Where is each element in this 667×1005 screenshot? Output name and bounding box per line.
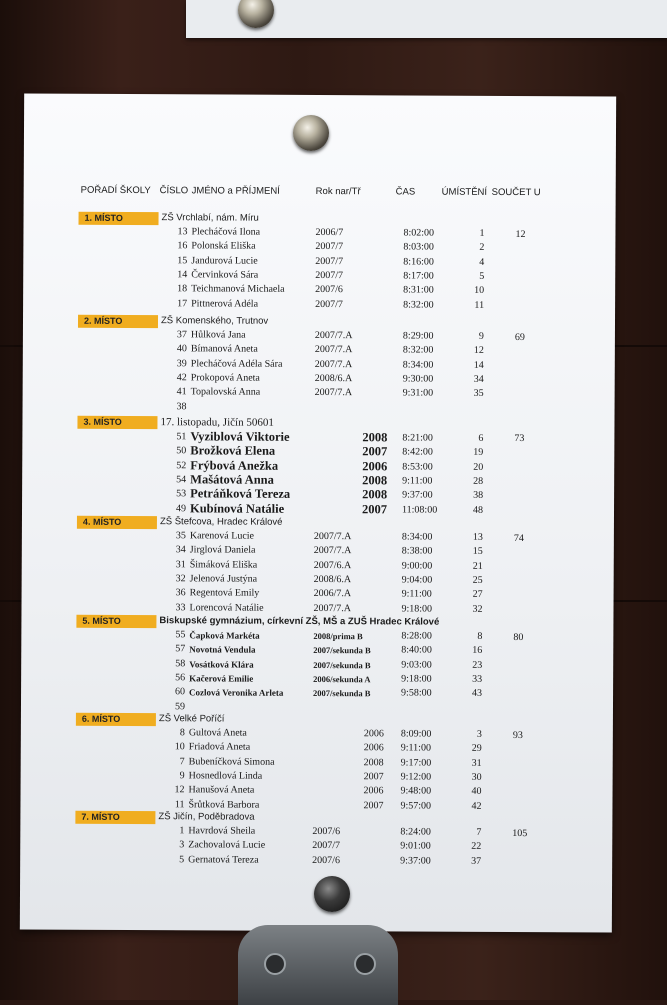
finish-time: 9:03:00 <box>401 659 432 671</box>
group-sum: 74 <box>514 533 524 545</box>
school-name: ZŠ Komenského, Trutnov <box>161 315 268 328</box>
birth-year-class: 2007/sekunda B <box>313 659 370 671</box>
birth-year-class: 2007/6.A <box>314 560 352 572</box>
birth-year-class: 2007/sekunda B <box>313 644 370 656</box>
finish-time: 9:58:00 <box>401 688 432 700</box>
place-badge: 5. MÍSTO <box>76 615 156 628</box>
header-umisteni: ÚMÍSTĚNÍ <box>442 187 487 199</box>
athlete-name: Pittnerová Adéla <box>191 298 258 310</box>
placement: 29 <box>464 743 482 755</box>
start-number: 18 <box>169 283 187 295</box>
athlete-name: Hanušová Aneta <box>189 785 255 797</box>
start-number: 11 <box>166 799 184 811</box>
school-name: Biskupské gymnázium, církevní ZŠ, MŠ a ZUŠ Hradec Králové <box>159 615 439 628</box>
birth-year-class: 2007 <box>364 771 384 783</box>
athlete-name: Polonská Eliška <box>191 241 255 253</box>
finish-time: 9:18:00 <box>401 673 432 685</box>
school-name: ZŠ Štefcova, Hradec Králové <box>160 516 283 529</box>
athlete-name: Prokopová Aneta <box>191 372 260 384</box>
finish-time: 9:37:00 <box>400 855 431 867</box>
start-number: 31 <box>168 559 186 571</box>
place-badge: 3. MÍSTO <box>77 416 157 429</box>
finish-time: 8:09:00 <box>401 728 432 740</box>
start-number: 60 <box>167 686 185 698</box>
birth-year-class: 2007/7.A <box>313 602 351 614</box>
start-number: 33 <box>167 602 185 614</box>
start-number: 50 <box>168 446 186 458</box>
birth-year-class: 2008/6.A <box>314 574 352 586</box>
athlete-name: Hůlková Jana <box>191 329 246 341</box>
header-poradi: POŘADÍ ŠKOLY <box>81 185 151 197</box>
placement: 25 <box>465 575 483 587</box>
placement: 13 <box>465 532 483 544</box>
finish-time: 9:37:00 <box>402 490 433 502</box>
birth-year-class: 2007 <box>362 446 387 458</box>
header-cas: ČAS <box>396 186 416 198</box>
athlete-name: Hosnedlová Linda <box>189 770 263 782</box>
start-number: 51 <box>168 431 186 443</box>
athlete-name: Frýbová Anežka <box>190 459 278 471</box>
birth-year-class: 2007/6 <box>312 855 340 867</box>
placement: 37 <box>463 855 481 867</box>
athlete-name: Havrdová Sheila <box>188 825 255 837</box>
birth-year-class: 2007/7.A <box>314 545 352 557</box>
athlete-name: Regentová Emily <box>190 588 260 600</box>
placement: 4 <box>466 256 484 268</box>
header-cislo: ČÍSLO <box>160 185 189 197</box>
placement: 14 <box>466 359 484 371</box>
finish-time: 8:31:00 <box>403 285 434 297</box>
start-number: 35 <box>168 530 186 542</box>
placement: 43 <box>464 688 482 700</box>
school-name: 17. listopadu, Jičín 50601 <box>160 416 273 429</box>
place-badge: 6. MÍSTO <box>76 713 156 726</box>
birth-year-class: 2007/7.A <box>315 387 353 399</box>
birth-year-class: 2007 <box>362 503 387 515</box>
finish-time: 8:02:00 <box>403 227 434 239</box>
start-number: 1 <box>166 825 184 837</box>
finish-time: 9:17:00 <box>401 757 432 769</box>
finish-time: 8:42:00 <box>402 447 433 459</box>
finish-time: 8:21:00 <box>402 432 433 444</box>
finish-time: 8:53:00 <box>402 461 433 473</box>
finish-time: 9:31:00 <box>403 388 434 400</box>
placement: 7 <box>463 827 481 839</box>
start-number: 39 <box>169 358 187 370</box>
birth-year-class: 2007/7.A <box>315 359 353 371</box>
header-rok: Rok nar/Tř <box>316 186 361 198</box>
start-number: 59 <box>167 701 185 713</box>
athlete-name: Petráňková Tereza <box>190 488 290 501</box>
placement: 31 <box>464 757 482 769</box>
birth-year-class: 2007/7.A <box>314 531 352 543</box>
finish-time: 11:08:00 <box>402 504 437 516</box>
athlete-name: Červinková Sára <box>191 269 258 281</box>
group-sum: 105 <box>512 828 527 840</box>
birth-year-class: 2008 <box>362 474 387 486</box>
placement: 22 <box>463 841 481 853</box>
start-number: 52 <box>168 460 186 472</box>
door-handle-bracket <box>238 925 398 1005</box>
birth-year-class: 2008 <box>364 757 384 769</box>
start-number: 7 <box>167 756 185 768</box>
placement: 12 <box>466 345 484 357</box>
start-number: 14 <box>169 269 187 281</box>
placement: 6 <box>465 433 483 445</box>
finish-time: 8:28:00 <box>401 630 432 642</box>
finish-time: 9:48:00 <box>401 786 432 798</box>
placement: 19 <box>465 447 483 459</box>
start-number: 32 <box>168 573 186 585</box>
placement: 20 <box>465 461 483 473</box>
placement: 11 <box>466 299 484 311</box>
birth-year-class: 2007/6 <box>312 826 340 838</box>
athlete-name: Friadová Aneta <box>189 742 250 754</box>
placement: 10 <box>466 285 484 297</box>
placement: 30 <box>464 772 482 784</box>
athlete-name: Kubínová Natálie <box>190 502 284 514</box>
athlete-name: Plecháčová Adéla Sára <box>191 358 283 370</box>
start-number: 42 <box>169 372 187 384</box>
start-number: 36 <box>168 587 186 599</box>
athlete-name: Novotná Vendula <box>189 644 255 656</box>
placement: 23 <box>464 659 482 671</box>
placement: 8 <box>464 631 482 643</box>
start-number: 3 <box>166 840 184 852</box>
birth-year-class: 2008 <box>362 431 387 443</box>
place-badge: 2. MÍSTO <box>78 315 158 328</box>
placement: 3 <box>464 729 482 741</box>
placement: 48 <box>465 504 483 516</box>
start-number: 8 <box>167 727 185 739</box>
placement: 27 <box>465 589 483 601</box>
athlete-name: Gernatová Tereza <box>188 854 259 866</box>
athlete-name: Čapková Markéta <box>189 629 259 641</box>
magnet-icon <box>314 876 350 912</box>
birth-year-class: 2008/6.A <box>315 373 353 385</box>
finish-time: 9:11:00 <box>402 475 432 487</box>
finish-time: 8:03:00 <box>403 242 434 254</box>
start-number: 9 <box>167 770 185 782</box>
placement: 21 <box>465 560 483 572</box>
finish-time: 9:30:00 <box>403 373 434 385</box>
athlete-name: Mašátová Anna <box>190 473 274 485</box>
start-number: 54 <box>168 474 186 486</box>
group-sum: 93 <box>513 730 523 742</box>
athlete-name: Lorencová Natálie <box>189 602 263 614</box>
start-number: 13 <box>169 226 187 238</box>
finish-time: 8:24:00 <box>400 826 431 838</box>
start-number: 40 <box>169 344 187 356</box>
placement: 9 <box>466 331 484 343</box>
start-number: 34 <box>168 545 186 557</box>
athlete-name: Vyziblová Viktorie <box>190 430 289 443</box>
birth-year-class: 2007/sekunda B <box>313 687 370 699</box>
results-sheet <box>20 93 616 932</box>
start-number: 57 <box>167 644 185 656</box>
start-number: 12 <box>167 784 185 796</box>
birth-year-class: 2007/7.A <box>315 330 353 342</box>
athlete-name: Vosátková Klára <box>189 658 253 670</box>
birth-year-class: 2008 <box>362 488 387 500</box>
athlete-name: Topalovská Anna <box>191 387 261 399</box>
birth-year-class: 2006 <box>364 785 384 797</box>
place-badge: 4. MÍSTO <box>77 516 157 529</box>
birth-year-class: 2006/sekunda A <box>313 673 370 685</box>
start-number: 49 <box>168 503 186 515</box>
birth-year-class: 2007/7 <box>315 270 343 282</box>
athlete-name: Jelenová Justýna <box>190 573 258 585</box>
finish-time: 8:32:00 <box>403 345 434 357</box>
placement: 28 <box>465 476 483 488</box>
birth-year-class: 2006 <box>364 743 384 755</box>
placement: 2 <box>466 242 484 254</box>
start-number: 15 <box>169 255 187 267</box>
birth-year-class: 2006 <box>362 460 387 472</box>
placement: 5 <box>466 271 484 283</box>
placement: 16 <box>464 645 482 657</box>
athlete-name: Bubeníčková Simona <box>189 756 275 768</box>
finish-time: 8:34:00 <box>402 531 433 543</box>
finish-time: 8:34:00 <box>403 359 434 371</box>
birth-year-class: 2007/7 <box>315 298 343 310</box>
start-number: 56 <box>167 672 185 684</box>
placement: 1 <box>466 228 484 240</box>
athlete-name: Kačerová Emilie <box>189 672 253 684</box>
placement: 32 <box>464 603 482 615</box>
finish-time: 8:40:00 <box>401 645 432 657</box>
header-soucet: SOUČET U <box>492 187 541 199</box>
group-sum: 69 <box>515 332 525 344</box>
athlete-name: Bímanová Aneta <box>191 344 258 356</box>
finish-time: 9:01:00 <box>400 841 431 853</box>
school-name: ZŠ Jičín, Poděbradova <box>158 811 254 824</box>
placement: 34 <box>466 374 484 386</box>
finish-time: 9:04:00 <box>402 574 433 586</box>
birth-year-class: 2007 <box>363 800 383 812</box>
start-number: 53 <box>168 488 186 500</box>
start-number: 38 <box>169 401 187 413</box>
athlete-name: Cozlová Veronika Arleta <box>189 687 283 699</box>
finish-time: 9:12:00 <box>401 771 432 783</box>
finish-time: 8:38:00 <box>402 546 433 558</box>
athlete-name: Zachovalová Lucie <box>188 840 265 852</box>
athlete-name: Teichmanová Michaela <box>191 284 284 296</box>
birth-year-class: 2008/prima B <box>313 630 362 642</box>
place-badge: 1. MÍSTO <box>79 212 159 225</box>
birth-year-class: 2006/7.A <box>314 588 352 600</box>
athlete-name: Karenová Lucie <box>190 530 254 542</box>
athlete-name: Brožková Elena <box>190 445 275 457</box>
group-sum: 73 <box>514 433 524 445</box>
athlete-name: Gultová Aneta <box>189 727 247 739</box>
athlete-name: Šrůtková Barbora <box>188 799 259 811</box>
finish-time: 9:11:00 <box>402 589 432 601</box>
magnet-icon <box>293 115 329 151</box>
start-number: 37 <box>169 329 187 341</box>
group-sum: 12 <box>515 229 525 241</box>
finish-time: 9:18:00 <box>401 603 432 615</box>
placement: 33 <box>464 674 482 686</box>
birth-year-class: 2006/7 <box>315 227 343 239</box>
finish-time: 9:00:00 <box>402 560 433 572</box>
athlete-name: Plecháčová Ilona <box>191 226 260 238</box>
bolt-icon <box>354 953 376 975</box>
finish-time: 8:32:00 <box>403 299 434 311</box>
start-number: 5 <box>166 854 184 866</box>
finish-time: 8:16:00 <box>403 256 434 268</box>
group-sum: 80 <box>513 632 523 644</box>
header-jmeno: JMÉNO a PŘÍJMENÍ <box>192 185 280 197</box>
start-number: 58 <box>167 658 185 670</box>
athlete-name: Jirglová Daniela <box>190 545 256 557</box>
birth-year-class: 2007/7.A <box>315 344 353 356</box>
finish-time: 9:57:00 <box>400 800 431 812</box>
bolt-icon <box>264 953 286 975</box>
placement: 42 <box>463 800 481 812</box>
placement: 35 <box>466 388 484 400</box>
birth-year-class: 2007/6 <box>315 284 343 296</box>
placement: 15 <box>465 546 483 558</box>
start-number: 41 <box>169 386 187 398</box>
birth-year-class: 2007/7 <box>312 840 340 852</box>
athlete-name: Šimáková Eliška <box>190 559 258 571</box>
start-number: 55 <box>167 629 185 641</box>
placement: 40 <box>464 786 482 798</box>
place-badge: 7. MÍSTO <box>75 811 155 824</box>
athlete-name: Jandurová Lucie <box>191 255 257 267</box>
finish-time: 8:17:00 <box>403 270 434 282</box>
finish-time: 9:11:00 <box>401 743 431 755</box>
start-number: 10 <box>167 742 185 754</box>
start-number: 16 <box>169 241 187 253</box>
school-name: ZŠ Vrchlabí, nám. Míru <box>162 212 259 225</box>
start-number: 17 <box>169 298 187 310</box>
birth-year-class: 2007/7 <box>315 241 343 253</box>
finish-time: 8:29:00 <box>403 330 434 342</box>
school-name: ZŠ Velké Poříčí <box>159 713 225 725</box>
birth-year-class: 2007/7 <box>315 256 343 268</box>
birth-year-class: 2006 <box>364 728 384 740</box>
placement: 38 <box>465 490 483 502</box>
